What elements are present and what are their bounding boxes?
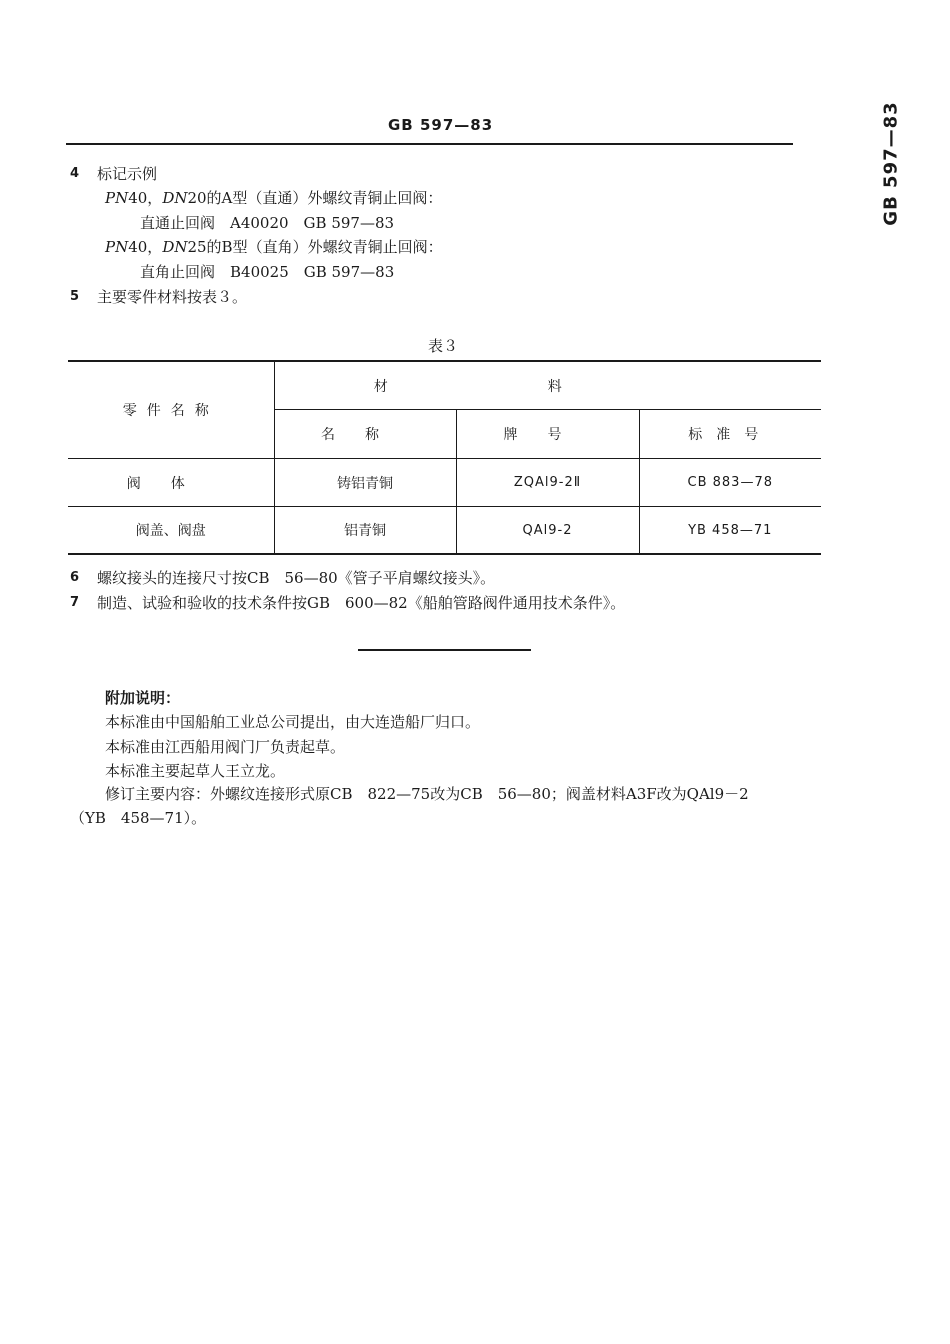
- notes-title: 附加说明：: [105, 689, 181, 707]
- material-standard-cell: YB 458—71: [639, 507, 821, 555]
- header-standard-code: GB 597—83: [388, 116, 494, 134]
- item-4-example-1-desc: [105, 188, 442, 208]
- pn-value: 40，: [128, 238, 163, 256]
- notes-line: 本标准由中国船舶工业总公司提出，由大连造船厂归口。: [105, 713, 481, 731]
- item-6-text: 螺纹接头的连接尺寸按CB 56—80《管子平肩螺纹接头》。: [97, 569, 496, 587]
- item-7-number: 7: [70, 595, 80, 610]
- material-grade-cell: ZQAl9-2Ⅱ: [456, 459, 639, 507]
- side-standard-code-text: GB 597—83: [880, 101, 902, 226]
- item-5-number: 5: [70, 289, 80, 304]
- item-5-text: 主要零件材料按表３。: [97, 288, 248, 306]
- example-1-desc-rest: 20的A型（直通）外螺纹青铜止回阀：: [187, 189, 443, 207]
- part-name-header: 零件名称: [68, 361, 274, 459]
- materials-table: [68, 360, 821, 555]
- notes-line: 修订主要内容：外螺纹连接形式原CB 822—75改为CB 56—80；阀盖材料A3F改为QAl9－2: [105, 785, 749, 803]
- side-standard-code: [878, 90, 902, 240]
- header-rule: [66, 143, 793, 145]
- material-grade-cell: QAl9-2: [456, 507, 639, 555]
- pn-label: PN: [105, 238, 129, 256]
- part-cell: 阀体: [68, 459, 274, 507]
- material-name-header: 名称: [274, 410, 456, 459]
- notes-line: 本标准主要起草人王立龙。: [105, 762, 286, 780]
- dn-label: DN: [162, 189, 188, 207]
- material-name-cell: 铝青铜: [274, 507, 456, 555]
- table-row: [68, 507, 821, 555]
- material-standard-header: 标准号: [639, 410, 821, 459]
- item-6-number: 6: [70, 570, 80, 585]
- item-7-text: 制造、试验和验收的技术条件按GB 600—82《船舶管路阀件通用技术条件》。: [97, 594, 626, 612]
- item-4-number: 4: [70, 166, 80, 181]
- material-header: 材料: [274, 361, 821, 410]
- dn-label: DN: [162, 238, 188, 256]
- table-caption: 表３: [428, 337, 459, 355]
- part-cell: 阀盖、阀盘: [68, 507, 274, 555]
- item-4-title: 标记示例: [97, 165, 158, 183]
- item-4-example-2-desc: [105, 237, 443, 257]
- section-divider: [358, 649, 531, 651]
- example-2-desc-rest: 25的B型（直角）外螺纹青铜止回阀：: [187, 238, 443, 256]
- item-4-example-1-mark: 直通止回阀 A40020 GB 597—83: [140, 214, 395, 232]
- pn-label: PN: [105, 189, 129, 207]
- material-grade-header: 牌号: [456, 410, 639, 459]
- material-name-cell: 铸铝青铜: [274, 459, 456, 507]
- table-row: [68, 459, 821, 507]
- notes-line: （YB 458—71）。: [70, 809, 207, 827]
- table-header-row: [68, 361, 821, 410]
- pn-value: 40，: [128, 189, 163, 207]
- material-standard-cell: CB 883—78: [639, 459, 821, 507]
- notes-line: 本标准由江西船用阀门厂负责起草。: [105, 738, 346, 756]
- item-4-example-2-mark: 直角止回阀 B40025 GB 597—83: [140, 263, 395, 281]
